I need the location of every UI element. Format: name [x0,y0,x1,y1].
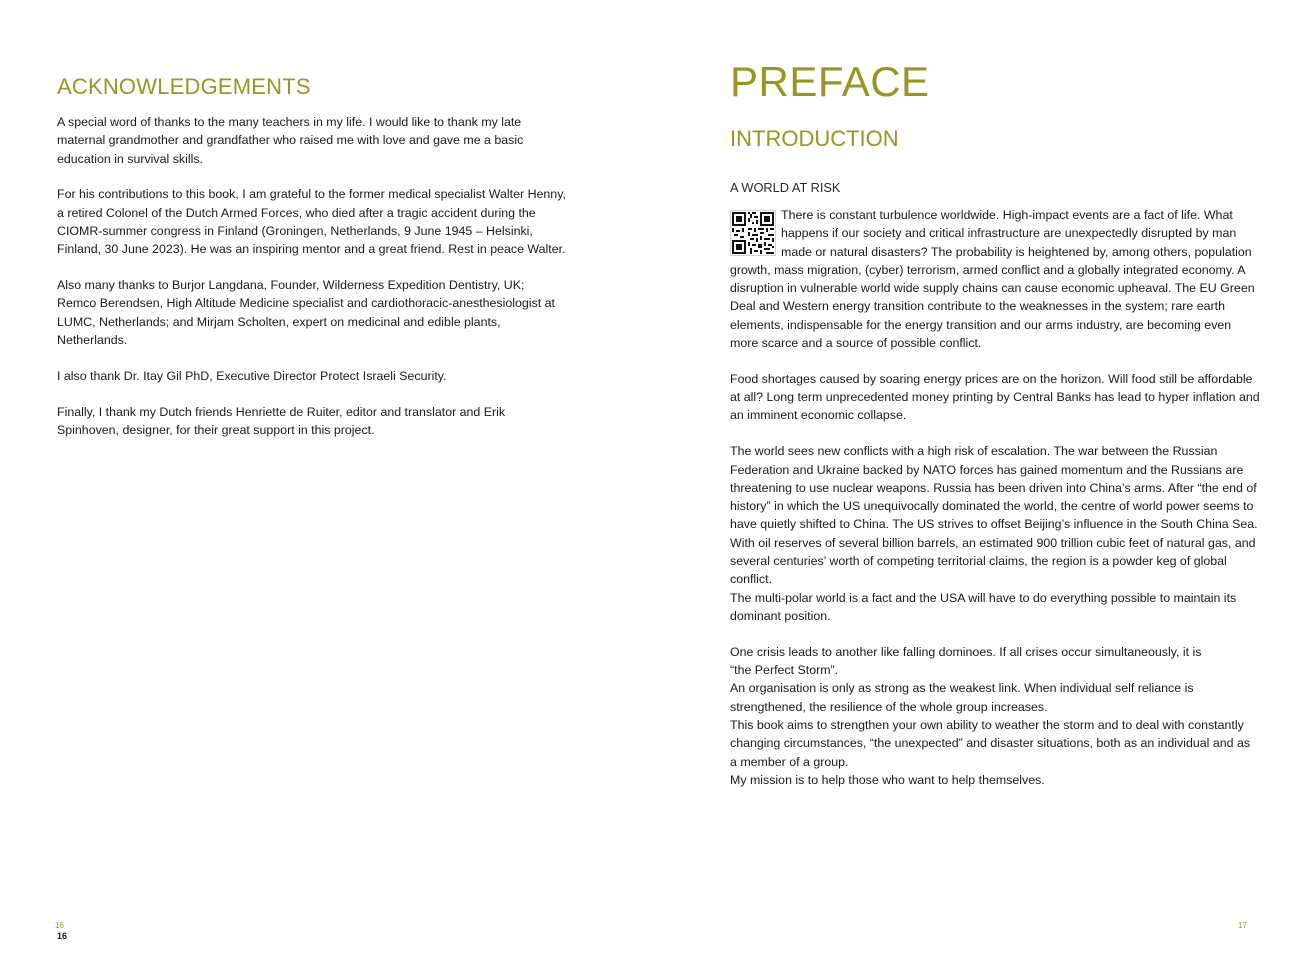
ack-paragraph: I also thank Dr. Itay Gil PhD, Executive Director Protect Israeli Security. [57,368,447,383]
ack-paragraph: A special word of thanks to the many teachers in my life. I would like to thank my late maternal grandmother and grandfather who raised me with love and gave me a basic education in survival skills. [57,115,524,166]
page-number: 16 [57,931,68,941]
acknowledgements-body [57,113,567,457]
preface-paragraph: One crisis leads to another like falling dominoes. If all crises occur simultaneously, it is “the Perfect Storm”. An organisation is only as strong as the weakest link. When individual self reliance is strengthened, the resilience of the whole group increases. This book aims to strengthen your own ability to weather the storm and to deal with constantly changing circumstances, “the unexpected” and disaster situations, both as an individual and as a member of a group. My mission is to help those who want to help themselves. [730,644,1251,787]
page-number-olive: 16 [55,921,64,930]
preface-paragraph-text: There is constant turbulence worldwide. High-impact events are a fact of life. What happens if our society and critical infrastructure are unexpectedly disrupted by man made or natural disasters? The probability is heightened by, among others, population growth, mass migration, (cyber) terrorism, armed conflict and a globally integrated economy. A disruption in vulnerable world wide supply chains can cause economic upheaval. The EU Green Deal and Western energy transition contribute to the weaknesses in the system; rare earth elements, indispensable for the energy transition and our arms industry, are becoming even more scarce and a source of possible conflict. [730,208,1255,351]
right-page [650,0,1300,975]
preface-title: PREFACE [730,58,930,105]
page-number: 17 [1238,921,1247,930]
preface-body [730,206,1260,807]
preface-paragraph [730,206,1260,352]
section-heading: A WORLD AT RISK [730,180,841,195]
ack-paragraph: Finally, I thank my Dutch friends Henriette de Ruiter, editor and translator and Erik Spinhoven, designer, for their great support in this project. [57,404,506,437]
introduction-subtitle: INTRODUCTION [730,126,899,151]
ack-paragraph: Also many thanks to Burjor Langdana, Founder, Wilderness Expedition Dentistry, UK; Remco Berendsen, High Altitude Medicine specialist and cardiothoracic-anesthesiologist at LUMC, Netherlands; and Mirjam Scholten, expert on medicinal and edible plants, Netherlands. [57,278,555,347]
ack-paragraph: For his contributions to this book, I am grateful to the former medical specialist Walter Henny, a retired Colonel of the Dutch Armed Forces, who died after a tragic accident during the CIOMR-summer congress in Finland (Groningen, Netherlands, 9 June 1945 – Helsinki, Finland, 30 June 2023). He was an inspiring mentor and a great friend. Rest in peace Walter. [57,187,566,257]
preface-paragraph: Food shortages caused by soaring energy prices are on the horizon. Will food still be affordable at all? Long term unprecedented money printing by Central Banks has lead to hyper inflation and an imminent economic collapse. [730,371,1260,423]
qr-code-icon[interactable] [730,210,776,256]
preface-paragraph: The world sees new conflicts with a high risk of escalation. The war between the Russian Federation and Ukraine backed by NATO forces has gained momentum and the Russians are threatening to use nuclear weapons. Russia has been driven into China’s arms. After “the end of history” in which the US unequivocally dominated the world, the centre of world power seems to have quietly shifted to China. The US strives to offset Beijing’s influence in the South China Sea. With oil reserves of several billion barrels, an estimated 900 trillion cubic feet of natural gas, and several centuries’ worth of competing territorial claims, the region is a powder keg of global conflict. The multi-polar world is a fact and the USA will have to do everything possible to maintain its dominant position. [730,444,1258,623]
acknowledgements-heading: ACKNOWLEDGEMENTS [57,74,311,99]
